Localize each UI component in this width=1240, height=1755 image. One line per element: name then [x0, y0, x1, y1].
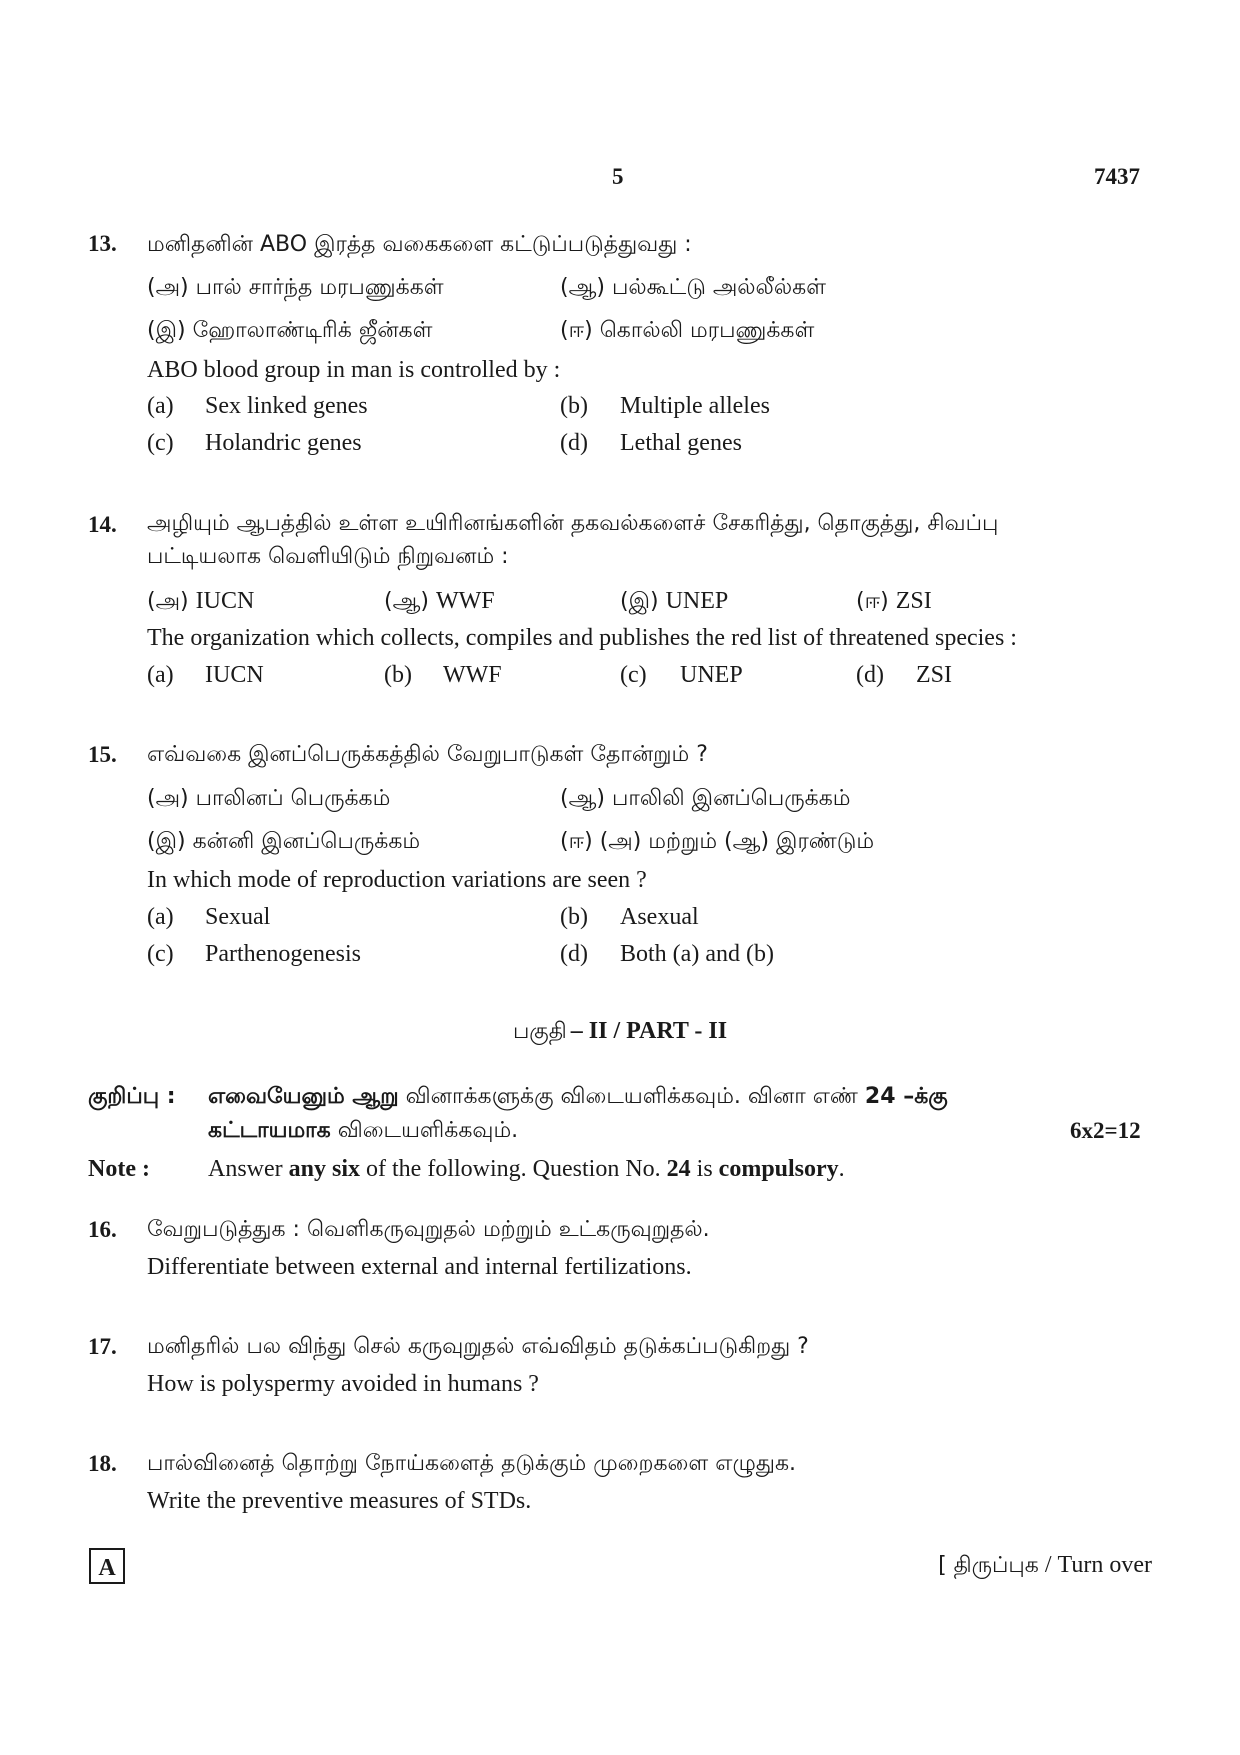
option-marker: (c)	[147, 941, 174, 967]
note-fragment: is	[690, 1156, 719, 1182]
option-text: Sexual	[205, 904, 271, 930]
option-marker: (b)	[384, 662, 412, 688]
option-text: Lethal genes	[620, 430, 742, 456]
question-tamil: வேறுபடுத்துக : வெளிகருவுறுதல் மற்றும் உட்கருவுறுதல்.	[147, 1217, 710, 1242]
tamil-stem: எவ்வகை இனப்பெருக்கத்தில் வேறுபாடுகள் தோன்றும் ?	[147, 742, 708, 767]
option-marker: (ஈ)	[560, 829, 593, 854]
tamil-stem-line-2: பட்டியலாக வெளியிடும் நிறுவனம் :	[147, 544, 509, 569]
option-text: பல்கூட்டு அல்லீல்கள்	[612, 275, 827, 300]
option-text: பால் சார்ந்த மரபணுக்கள்	[195, 275, 444, 300]
option-text: Both (a) and (b)	[620, 941, 774, 967]
tamil-option	[147, 275, 444, 303]
tamil-option	[856, 588, 932, 617]
note-fragment: Answer	[208, 1156, 289, 1182]
marks-allocation: 6x2=12	[1070, 1118, 1141, 1143]
option-text: கன்னி இனப்பெருக்கம்	[192, 829, 421, 854]
note-fragment: of the following. Question No.	[360, 1156, 667, 1182]
option-text: WWF	[443, 662, 502, 688]
option-marker: (a)	[147, 904, 174, 930]
option-text: Multiple alleles	[620, 393, 770, 419]
question-number: 16.	[88, 1217, 117, 1242]
question-number: 17.	[88, 1334, 117, 1359]
option-marker: (அ)	[147, 786, 189, 811]
tamil-stem: மனிதனின் ABO இரத்த வகைகளை கட்டுப்படுத்துவது :	[147, 232, 692, 257]
emphasis: எவையேனும் ஆறு	[208, 1084, 399, 1109]
option-marker: (ஆ)	[560, 786, 605, 811]
option-text: கொல்லி மரபணுக்கள்	[599, 318, 815, 343]
english-stem: In which mode of reproduction variations are seen ?	[147, 867, 647, 893]
option-text: UNEP	[665, 588, 729, 614]
note-text-tamil-line-2	[208, 1118, 518, 1146]
question-number: 13.	[88, 231, 117, 256]
option-marker: (அ)	[147, 275, 189, 300]
tamil-option	[147, 786, 390, 814]
page-number: 5	[612, 164, 624, 189]
tamil-option	[147, 588, 254, 617]
option-text: Parthenogenesis	[205, 941, 361, 967]
tamil-option	[147, 318, 432, 346]
note-label-tamil: குறிப்பு :	[88, 1084, 176, 1109]
tamil-option	[620, 588, 728, 617]
tamil-option	[560, 829, 874, 857]
option-marker: (இ)	[620, 589, 659, 614]
tamil-option	[560, 318, 814, 346]
note-label-english: Note :	[88, 1156, 150, 1182]
emphasis: 24	[666, 1156, 691, 1182]
note-fragment: விடையளிக்கவும்.	[330, 1118, 519, 1143]
option-marker: (c)	[147, 430, 174, 456]
question-english: How is polyspermy avoided in humans ?	[147, 1371, 539, 1397]
option-text: Sex linked genes	[205, 393, 368, 419]
series-box: A	[89, 1548, 125, 1584]
paper-code: 7437	[1094, 164, 1140, 189]
question-number: 15.	[88, 742, 117, 767]
option-marker: (ஆ)	[384, 589, 429, 614]
option-text: (அ) மற்றும் (ஆ) இரண்டும்	[599, 829, 875, 854]
english-stem: ABO blood group in man is controlled by :	[147, 357, 561, 383]
option-text: Holandric genes	[205, 430, 362, 456]
question-number: 18.	[88, 1451, 117, 1476]
note-fragment: வினாக்களுக்கு விடையளிக்கவும். வினா எண்	[398, 1084, 865, 1109]
tamil-option	[560, 786, 851, 814]
turn-over	[938, 1552, 1152, 1581]
question-english: Write the preventive measures of STDs.	[147, 1488, 532, 1514]
option-marker: (b)	[560, 904, 588, 930]
option-marker: (d)	[856, 662, 884, 688]
option-marker: (c)	[620, 662, 647, 688]
note-text-tamil-line-1	[208, 1084, 948, 1112]
option-text: WWF	[436, 588, 495, 614]
tamil-stem-line-1: அழியும் ஆபத்தில் உள்ள உயிரினங்களின் தகவல்களைச் சேகரித்து, தொகுத்து, சிவப்பு	[147, 511, 999, 536]
option-marker: (அ)	[147, 589, 189, 614]
option-text: Asexual	[620, 904, 699, 930]
option-marker: (ஈ)	[856, 589, 889, 614]
tamil-option	[560, 275, 826, 303]
option-marker: (d)	[560, 430, 588, 456]
turn-over-english: / Turn over	[1038, 1552, 1152, 1578]
option-text: ஹோலாண்டிரிக் ஜீன்கள்	[192, 318, 433, 343]
note-text-english	[208, 1156, 845, 1183]
option-text: பாலிலி இனப்பெருக்கம்	[612, 786, 851, 811]
option-marker: (இ)	[147, 829, 186, 854]
emphasis: கட்டாயமாக	[208, 1118, 331, 1143]
option-text: ZSI	[916, 662, 952, 688]
note-fragment: .	[838, 1156, 845, 1182]
option-text: IUCN	[205, 662, 264, 688]
question-english: Differentiate between external and internal fertilizations.	[147, 1254, 692, 1280]
option-marker: (ஈ)	[560, 318, 593, 343]
tamil-option	[147, 829, 420, 857]
emphasis: compulsory	[718, 1156, 839, 1182]
emphasis: any six	[288, 1156, 361, 1182]
question-tamil: பால்வினைத் தொற்று நோய்களைத் தடுக்கும் முறைகளை எழுதுக.	[147, 1451, 797, 1476]
tamil-option	[384, 588, 495, 617]
emphasis: 24 –க்கு	[864, 1084, 948, 1109]
turn-over-tamil: [ திருப்புக	[938, 1553, 1039, 1578]
english-stem: The organization which collects, compiles and publishes the red list of threatened species :	[147, 625, 1017, 651]
option-marker: (a)	[147, 393, 174, 419]
option-marker: (a)	[147, 662, 174, 688]
option-text: UNEP	[680, 662, 743, 688]
part-heading-tamil: பகுதி	[512, 1019, 567, 1044]
option-marker: (இ)	[147, 318, 186, 343]
option-text: பாலினப் பெருக்கம்	[195, 786, 391, 811]
question-number: 14.	[88, 512, 117, 537]
option-text: IUCN	[195, 588, 255, 614]
question-tamil: மனிதரில் பல விந்து செல் கருவுறுதல் எவ்விதம் தடுக்கப்படுகிறது ?	[147, 1334, 809, 1359]
option-text: ZSI	[895, 588, 932, 614]
option-marker: (d)	[560, 941, 588, 967]
part-heading-english: – II / PART - II	[570, 1018, 728, 1044]
option-marker: (ஆ)	[560, 275, 605, 300]
part-heading	[0, 1018, 1240, 1047]
option-marker: (b)	[560, 393, 588, 419]
